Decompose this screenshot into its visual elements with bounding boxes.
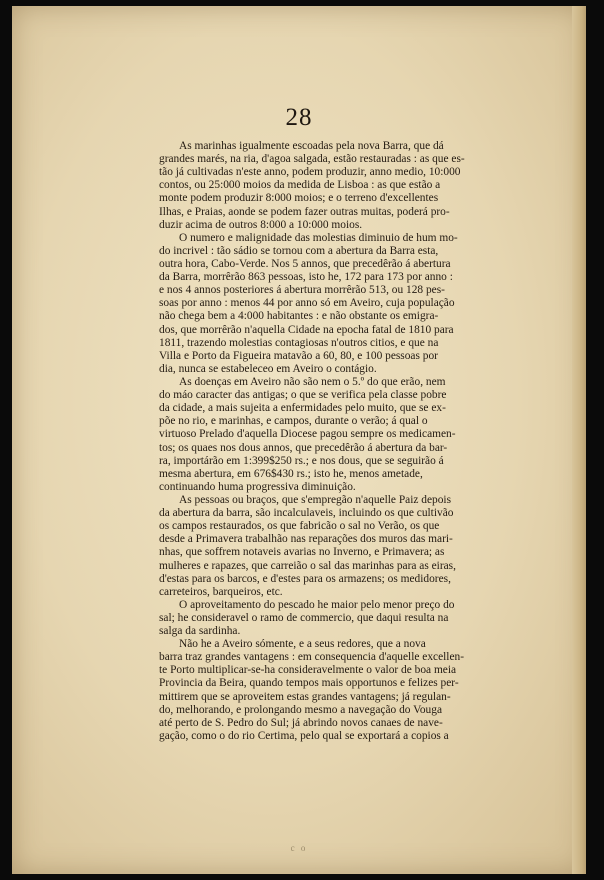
- text-line: d'estas para os barcos, e d'estes para os armazens; os medidores,: [159, 572, 451, 585]
- text-line: da cidade, a mais sujeita a enfermidades pelo muito, que se ex-: [159, 402, 446, 415]
- text-line: duzir acima de outros 8:000 a 10:000 moios.: [159, 218, 363, 231]
- text-line: do, melhorando, e prolongando mesmo a navegação do Vouga: [159, 703, 443, 716]
- text-line: mittirem que se aproveitem estas grandes vantagens; já regulan-: [159, 690, 451, 703]
- text-line: salga da sardinha.: [159, 625, 241, 638]
- text-line: nhas, que soffrem notaveis avarias no Inverno, e Primavera; as: [159, 546, 445, 559]
- text-line: soas por anno : menos 44 por anno só em Aveiro, cuja população: [159, 297, 455, 310]
- text-line: os campos restaurados, os que fabricão o sal no Verão, os que: [159, 520, 440, 533]
- text-line: 1811, trazendo molestias contagiosas n'outros citios, e que na: [159, 336, 439, 349]
- text-line: outra hora, Cabo-Verde. Nos 5 annos, que precedêrão á abertura: [159, 257, 451, 270]
- text-line: do incrivel : tão sádio se tornou com a abertura da Barra esta,: [159, 244, 439, 257]
- text-line: da Barra, morrêrão 863 pessoas, isto he, 172 para 173 por anno :: [159, 271, 453, 284]
- text-line: barra traz grandes vantagens : em consequencia d'aquelle excellen-: [159, 651, 465, 664]
- text-line: mesma abertura, em 676$430 rs.; isto he, menos ametade,: [159, 467, 423, 480]
- text-line: carreteiros, barqueiros, etc.: [159, 585, 283, 598]
- page-number: 28: [285, 104, 313, 131]
- text-line: Não he a Aveiro sómente, e a seus redores, que a nova: [179, 638, 426, 651]
- text-line: do máo caracter das antigas; o que se verifica pela classe pobre: [159, 389, 447, 402]
- text-line: gação, como o do rio Certima, pelo qual se exportará a copios a: [159, 729, 449, 742]
- text-line: Villa e Porto da Figueira matavão a 60, 80, e 100 pessoas por: [159, 349, 438, 362]
- text-line: tão já cultivadas n'este anno, podem produzir, anno medio, 10:000: [159, 166, 461, 179]
- text-line: Provincia da Beira, quando tempos mais opportunos e felizes per-: [159, 677, 459, 690]
- text-line: te Porto multiplicar-se-ha consideravelmente o valor de boa meia: [159, 664, 457, 677]
- text-line: dos, que morrêrão n'aquella Cidade na epocha fatal de 1810 para: [159, 323, 454, 336]
- text-line: não chega bem a 4:000 habitantes : e não obstante os emigra-: [159, 310, 439, 323]
- text-line: e nos 4 annos posteriores á abertura morrêrão 513, ou 128 pes-: [159, 284, 445, 297]
- text-line: põe no rio, e marinhas, e campos, durante o verão; á qual o: [159, 415, 428, 428]
- text-line: desde a Primavera trabalhão nas reparações dos muros das mari-: [159, 533, 453, 546]
- book-page: [12, 6, 586, 874]
- text-line: mulheres e rapazes, que carreião o sal das marinhas para as eiras,: [159, 559, 456, 572]
- body-text: [159, 140, 559, 743]
- page-edge: [572, 6, 586, 874]
- text-line: sal; he consideravel o ramo de commercio, que daqui resulta na: [159, 611, 449, 624]
- text-line: grandes marés, na ria, d'agoa salgada, estão restauradas : as que es-: [159, 153, 465, 166]
- text-line: O aproveitamento do pescado he maior pelo menor preço do: [179, 598, 455, 611]
- text-line: tos; os quaes nos dous annos, que precedêrão á abertura da bar-: [159, 441, 448, 454]
- text-line: virtuoso Prelado d'aquella Diocese pagou sempre os medicamen-: [159, 428, 456, 441]
- text-line: O numero e malignidade das molestias diminuio de hum mo-: [179, 231, 458, 244]
- text-line: até perto de S. Pedro do Sul; já abrindo novos canaes de nave-: [159, 716, 443, 729]
- text-line: ra, importárão em 1:399$250 rs.; e nos dous, que se seguirão á: [159, 454, 444, 467]
- text-line: da abertura da barra, são incalculaveis, incluindo os que cultivão: [159, 507, 454, 520]
- text-line: monte podem produzir 8:000 moios; e o terreno d'excellentes: [159, 192, 439, 205]
- text-line: contos, ou 25:000 moios da medida de Lisboa : as que estão a: [159, 179, 441, 192]
- text-line: As doenças em Aveiro não são nem o 5.º do que erão, nem: [179, 375, 446, 388]
- footer-mark: c o: [290, 843, 308, 853]
- text-line: As pessoas ou braços, que s'empregão n'aquelle Paiz depois: [179, 493, 452, 506]
- text-line: dia, nunca se estabeleceo em Aveiro o contágio.: [159, 362, 377, 375]
- text-line: continuando huma progressiva diminuição.: [159, 480, 356, 493]
- text-line: Ilhas, e Praias, aonde se podem fazer outras muitas, poderá pro-: [159, 205, 450, 218]
- text-line: As marinhas igualmente escoadas pela nova Barra, que dá: [179, 140, 444, 152]
